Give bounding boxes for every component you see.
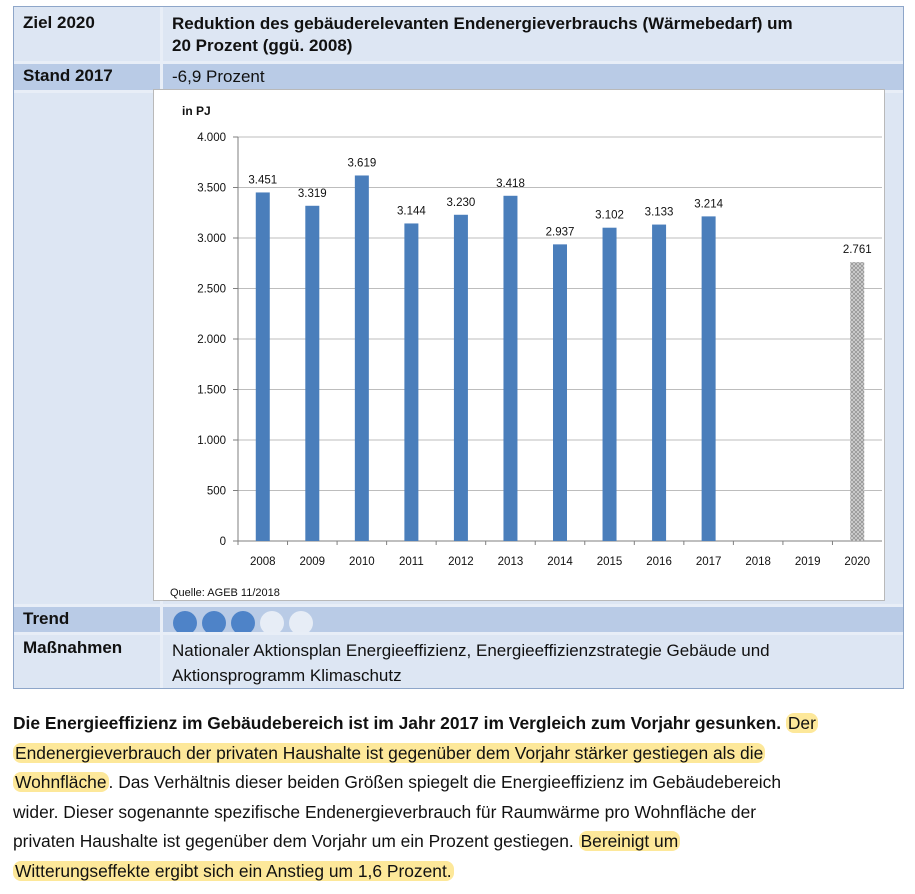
bar <box>702 216 716 541</box>
bar <box>305 206 319 541</box>
status-value-cell <box>163 64 903 90</box>
trend-row <box>14 607 903 632</box>
target-bar <box>850 262 864 541</box>
bar-value-label: 2.937 <box>545 226 575 239</box>
bar <box>256 192 270 541</box>
goal-row <box>14 7 903 61</box>
x-tick-label: 2018 <box>745 556 771 568</box>
measures-line-1: Nationaler Aktionsplan Energieeffizienz, Energieeffizienzstrategie Gebäude und <box>172 641 770 660</box>
bar <box>652 225 666 541</box>
x-tick-label: 2011 <box>399 556 424 568</box>
y-tick-label: 3.500 <box>197 182 226 195</box>
x-tick-label: 2010 <box>349 556 375 568</box>
bar-value-label: 3.418 <box>496 177 525 190</box>
y-tick-label: 2.000 <box>197 334 226 346</box>
y-tick-label: 1.500 <box>197 384 226 397</box>
measures-value <box>172 638 770 688</box>
goal-label-cell <box>14 7 160 61</box>
y-tick-label: 1.000 <box>197 435 226 447</box>
measures-row <box>14 635 903 688</box>
bar <box>454 215 468 541</box>
y-tick-label: 4.000 <box>197 132 226 144</box>
lead-sentence: Die Energieeffizienz im Gebäudebereich ist im Jahr 2017 im Vergleich zum Vorjahr gesunken. <box>13 713 782 733</box>
x-tick-label: 2012 <box>448 556 474 568</box>
bar <box>603 228 617 541</box>
status-label-cell <box>14 64 160 90</box>
sentence-3c: privaten Haushalte ist gegenüber dem Vorjahr um ein Prozent gestiegen. <box>13 831 574 851</box>
summary-paragraph <box>13 709 893 886</box>
status-row <box>14 64 903 90</box>
x-tick-label: 2016 <box>646 556 672 568</box>
y-tick-label: 500 <box>206 485 226 498</box>
chart-label-cell <box>14 93 160 604</box>
bar <box>355 175 369 541</box>
bar-value-label: 3.230 <box>446 196 476 209</box>
bar-value-label: 3.451 <box>248 174 278 187</box>
trend-value-cell <box>163 607 903 632</box>
chart-svg <box>154 90 884 600</box>
measures-value-cell <box>163 635 903 688</box>
x-tick-label: 2015 <box>596 556 623 568</box>
trend-label-cell <box>14 607 160 632</box>
goal-line-1: Reduktion des gebäuderelevanten Endenergieverbrauchs (Wärmebedarf) um <box>172 14 793 33</box>
goal-value-cell <box>163 7 903 61</box>
y-axis-label: in PJ <box>182 104 211 118</box>
goal-label: Ziel 2020 <box>23 13 95 32</box>
x-tick-label: 2019 <box>794 556 821 568</box>
energy-consumption-chart <box>153 89 885 601</box>
measures-label: Maßnahmen <box>23 638 123 657</box>
chart-source: Quelle: AGEB 11/2018 <box>170 587 280 599</box>
x-tick-label: 2014 <box>547 556 573 568</box>
y-tick-label: 3.000 <box>197 233 226 245</box>
goal-line-2: 20 Prozent (ggü. 2008) <box>172 36 353 55</box>
bar <box>503 196 517 541</box>
highlight-2a: Bereinigt um <box>580 831 679 851</box>
bar <box>404 223 418 541</box>
sentence-3a: . Das Verhältnis dieser beiden Größen spiegelt die Energieeffizienz im Gebäudebereich <box>108 772 782 792</box>
y-tick-label: 0 <box>219 536 226 548</box>
x-tick-label: 2017 <box>695 556 722 568</box>
x-tick-label: 2009 <box>299 556 326 568</box>
bar <box>553 244 567 541</box>
bar-value-label: 3.144 <box>396 205 426 218</box>
sentence-3b: wider. Dieser sogenannte spezifische Endenergieverbrauch für Raumwärme pro Wohnfläche der <box>13 801 757 822</box>
bar-value-label: 3.133 <box>644 206 674 219</box>
measures-label-cell <box>14 635 160 688</box>
trend-label: Trend <box>23 609 70 628</box>
y-tick-label: 2.500 <box>197 283 226 296</box>
measures-line-2: Aktionsprogramm Klimaschutz <box>172 666 402 685</box>
highlight-1a: Der <box>787 713 816 733</box>
highlight-2b: Witterungseffekte ergibt sich ein Anstieg um 1,6 Prozent. <box>15 860 452 881</box>
x-tick-label: 2008 <box>249 556 276 568</box>
bar-value-label: 3.619 <box>347 157 377 170</box>
highlight-1c: Wohnfläche <box>15 772 107 792</box>
x-tick-label: 2013 <box>497 556 524 568</box>
status-label: Stand 2017 <box>23 66 113 85</box>
goal-value <box>172 13 793 57</box>
x-tick-label: 2020 <box>844 556 871 568</box>
cropped-heading-remnant <box>210 0 470 5</box>
bar-value-label: 3.214 <box>694 198 724 211</box>
bar-value-label: 3.319 <box>297 187 327 200</box>
bar-value-label: 3.102 <box>595 209 624 222</box>
status-value: -6,9 Prozent <box>172 67 265 86</box>
highlight-1b: Endenergieverbrauch der privaten Haushalte ist gegenüber dem Vorjahr stärker gestiegen als die <box>15 742 764 763</box>
bar-value-label: 2.761 <box>842 244 872 257</box>
